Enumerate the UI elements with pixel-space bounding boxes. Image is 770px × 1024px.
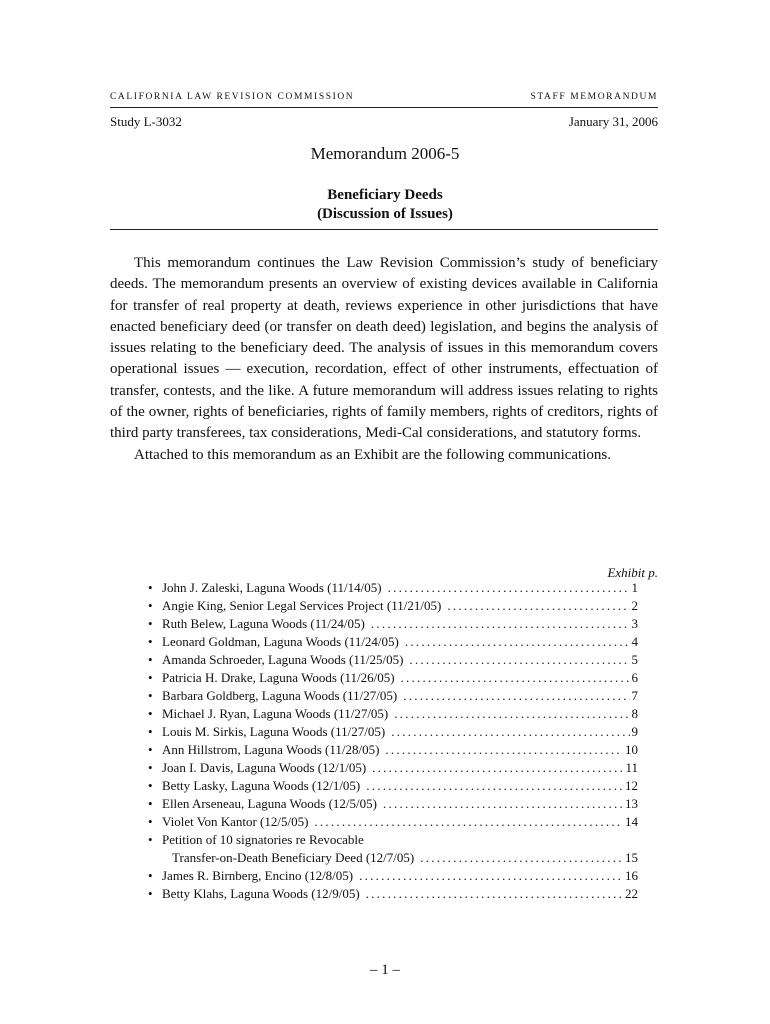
leader-dots	[383, 795, 623, 813]
title-rule	[110, 229, 658, 230]
exhibit-name: • John J. Zaleski, Laguna Woods (11/14/05)	[162, 580, 382, 595]
exhibit-name: Transfer-on-Death Beneficiary Deed (12/7/05)	[172, 850, 415, 865]
exhibit-item	[148, 615, 638, 633]
page-number: – 1 –	[370, 962, 400, 978]
exhibit-item	[148, 723, 638, 741]
exhibit-item	[148, 687, 638, 705]
exhibit-page: 5	[631, 652, 638, 667]
exhibit-page: 15	[625, 850, 638, 865]
exhibit-item	[148, 579, 638, 597]
exhibit-name: • Ellen Arseneau, Laguna Woods (12/5/05)	[162, 796, 377, 811]
exhibit-name: • Violet Von Kantor (12/5/05)	[162, 814, 309, 829]
exhibit-item	[148, 741, 638, 759]
exhibit-page: 2	[631, 598, 638, 613]
leader-dots	[447, 597, 629, 615]
exhibit-name: • Barbara Goldberg, Laguna Woods (11/27/05)	[162, 688, 398, 703]
exhibit-item	[148, 867, 638, 885]
exhibit-page: 14	[625, 814, 638, 829]
memo-number: Memorandum 2006-5	[310, 144, 460, 163]
exhibit-name: • James R. Birnberg, Encino (12/8/05)	[162, 868, 354, 883]
header-rule	[110, 107, 658, 108]
paragraph-1: This memorandum continues the Law Revision Commission’s study of beneficiary deeds. The memorandum presents an overview of existing devices available in California for transfer of real property at death, reviews experience in other jurisdictions that have enacted beneficiary deed (or transfer on death deed) legislation, and begins the analysis of issues relating to the beneficiary deed. The analysis of issues in this memorandum covers operational issues — execution, recordation, effect of other instruments, effectuation of transfer, contests, and the like. A future memorandum will address issues relating to rights of the owner, rights of beneficiaries, rights of family members, rights of creditors, rights of third party transferees, tax considerations, Medi-Cal considerations, and statutory forms.	[110, 255, 658, 442]
exhibit-name: • Patricia H. Drake, Laguna Woods (11/26/05)	[162, 670, 395, 685]
exhibit-page: 22	[625, 886, 638, 901]
exhibit-name: • Betty Lasky, Laguna Woods (12/1/05)	[162, 778, 361, 793]
leader-dots	[371, 615, 630, 633]
leader-dots	[405, 633, 630, 651]
exhibit-item	[148, 885, 638, 903]
leader-dots	[391, 723, 629, 741]
exhibit-page: 1	[631, 580, 638, 595]
leader-dots	[394, 705, 629, 723]
exhibit-page: 10	[625, 742, 638, 757]
study-number: Study L-3032	[110, 114, 182, 129]
exhibit-name-line-1: • Petition of 10 signatories re Revocable	[162, 832, 364, 847]
body-text	[110, 253, 658, 466]
exhibit-page: 13	[625, 796, 638, 811]
leader-dots	[366, 885, 623, 903]
exhibit-name: • Ann Hillstrom, Laguna Woods (11/28/05)	[162, 742, 380, 757]
exhibit-page-header: Exhibit p.	[607, 565, 658, 580]
exhibit-page: 16	[625, 868, 638, 883]
header-top-row	[110, 92, 658, 102]
exhibit-item	[148, 795, 638, 813]
leader-dots	[366, 777, 623, 795]
exhibit-page: 11	[625, 760, 638, 775]
title-line-2: (Discussion of Issues)	[317, 206, 453, 222]
exhibit-item	[148, 651, 638, 669]
exhibit-item	[148, 777, 638, 795]
exhibit-name: • Joan I. Davis, Laguna Woods (12/1/05)	[162, 760, 367, 775]
leader-dots	[385, 741, 623, 759]
exhibit-item	[148, 831, 638, 867]
leader-dots	[403, 687, 629, 705]
exhibit-page: 7	[631, 688, 638, 703]
leader-dots	[388, 579, 630, 597]
exhibit-page: 9	[631, 724, 638, 739]
leader-dots	[372, 759, 623, 777]
paragraph-2: Attached to this memorandum as an Exhibit are the following communications.	[134, 446, 611, 463]
exhibit-page: 4	[631, 634, 638, 649]
leader-dots	[409, 651, 629, 669]
exhibit-name: • Louis M. Sirkis, Laguna Woods (11/27/05)	[162, 724, 386, 739]
leader-dots	[401, 669, 630, 687]
leader-dots	[359, 867, 623, 885]
header-bottom-row	[110, 114, 658, 130]
exhibit-name: • Betty Klahs, Laguna Woods (12/9/05)	[162, 886, 360, 901]
exhibit-item	[148, 759, 638, 777]
document-title	[0, 186, 770, 224]
leader-dots	[420, 849, 623, 867]
exhibit-name: • Leonard Goldman, Laguna Woods (11/24/05)	[162, 634, 399, 649]
exhibit-item	[148, 813, 638, 831]
exhibit-list	[148, 579, 638, 903]
exhibit-name: • Angie King, Senior Legal Services Project (11/21/05)	[162, 598, 442, 613]
exhibit-item	[148, 633, 638, 651]
exhibit-page: 3	[631, 616, 638, 631]
title-line-1: Beneficiary Deeds	[327, 187, 443, 203]
memo-date: January 31, 2006	[568, 114, 658, 129]
exhibit-item	[148, 669, 638, 687]
doc-type: STAFF MEMORANDUM	[530, 92, 658, 102]
exhibit-page: 6	[631, 670, 638, 685]
leader-dots	[314, 813, 623, 831]
exhibit-item	[148, 705, 638, 723]
exhibit-item	[148, 597, 638, 615]
exhibit-name: • Amanda Schroeder, Laguna Woods (11/25/05)	[162, 652, 404, 667]
org-name: CALIFORNIA LAW REVISION COMMISSION	[110, 92, 355, 102]
exhibit-page: 12	[625, 778, 638, 793]
exhibit-name: • Michael J. Ryan, Laguna Woods (11/27/05)	[162, 706, 389, 721]
exhibit-name: • Ruth Belew, Laguna Woods (11/24/05)	[162, 616, 365, 631]
exhibit-page: 8	[631, 706, 638, 721]
